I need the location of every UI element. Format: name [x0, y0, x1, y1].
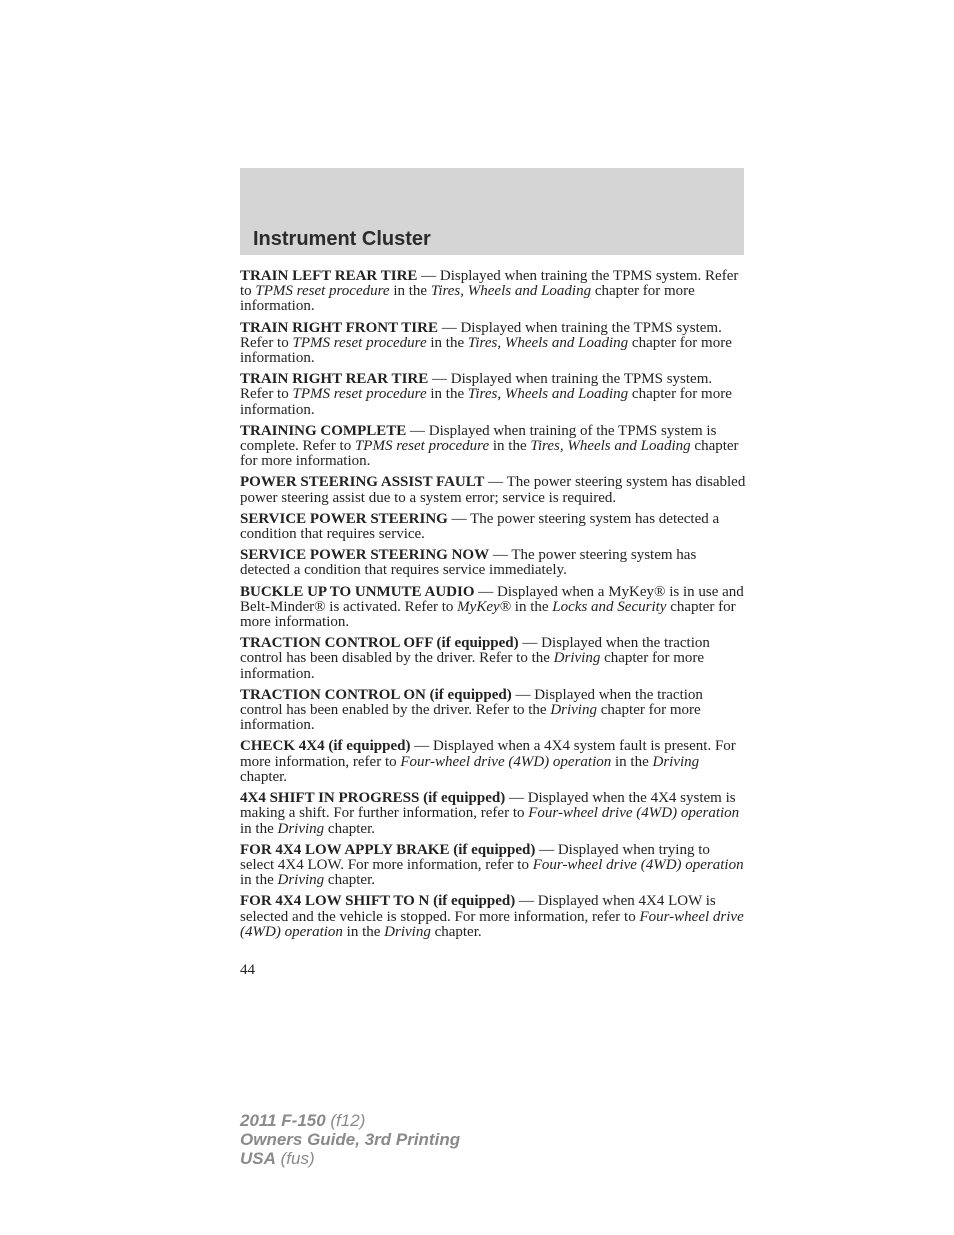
footer-model-code: (f12): [325, 1111, 366, 1130]
description-text: — Displayed when the traction control has been disabled by the driver. Refer to the: [240, 635, 710, 667]
message-entry: [240, 475, 746, 505]
message-entry: [240, 512, 746, 542]
message-term: SERVICE POWER STEERING: [240, 510, 448, 527]
reference-text: Driving: [384, 923, 431, 940]
message-term: 4X4 SHIFT IN PROGRESS (if equipped): [240, 790, 506, 807]
reference-text: Driving: [277, 872, 325, 889]
description-text: — Displayed when the traction control has been enabled by the driver. Refer to the: [240, 686, 703, 719]
description-text: — Displayed when training of the TPMS system is complete. Refer to: [240, 422, 717, 455]
footer-line-model: [240, 1111, 460, 1130]
reference-text: TPMS reset procedure: [292, 386, 427, 403]
description-text: chapter for more information.: [240, 438, 739, 470]
reference-text: Driving: [652, 753, 700, 770]
message-entry: [240, 424, 746, 470]
message-term: TRAIN RIGHT FRONT TIRE: [240, 319, 438, 336]
description-text: — The power steering system has detected a condition that requires service.: [240, 510, 720, 543]
message-entry: [240, 791, 746, 837]
message-term: BUCKLE UP TO UNMUTE AUDIO: [240, 583, 475, 600]
section-title: Instrument Cluster: [253, 228, 431, 250]
description-text: in the: [240, 820, 278, 837]
message-entry: [240, 321, 746, 367]
reference-text: Four-wheel drive (4WD) operation: [532, 856, 744, 873]
message-entry: [240, 585, 746, 631]
description-text: — Displayed when training the TPMS system. Refer to: [240, 371, 713, 403]
message-term: TRAIN LEFT REAR TIRE: [240, 268, 418, 284]
reference-text: Tires, Wheels and Loading: [467, 386, 629, 403]
description-text: — Displayed when training the TPMS system. Refer to: [240, 319, 722, 351]
reference-text: Locks and Security: [552, 598, 667, 615]
message-term: POWER STEERING ASSIST FAULT: [240, 474, 485, 491]
description-text: — Displayed when a MyKey® is in use and Belt-Minder® is activated. Refer to: [240, 583, 744, 615]
reference-text: Driving: [277, 820, 325, 837]
reference-text: Four-wheel drive (4WD) operation: [528, 805, 740, 822]
message-term: FOR 4X4 LOW APPLY BRAKE (if equipped): [240, 841, 536, 858]
reference-text: Tires, Wheels and Loading: [467, 334, 629, 351]
description-text: in the: [389, 283, 431, 300]
footer-line-market: [240, 1149, 460, 1168]
message-entry: [240, 894, 746, 940]
message-term: SERVICE POWER STEERING NOW: [240, 547, 490, 564]
description-text: in the: [240, 872, 278, 889]
footer-model: 2011 F-150: [240, 1111, 326, 1130]
page-number: 44: [240, 962, 255, 978]
message-entry: [240, 548, 746, 578]
footer-line-guide: [240, 1130, 460, 1149]
footer-market: USA: [240, 1149, 276, 1168]
reference-text: Four-wheel drive (4WD) operation: [240, 908, 744, 940]
reference-text: Driving: [550, 702, 597, 719]
message-entry: [240, 636, 746, 682]
description-text: chapter for more information.: [240, 283, 695, 315]
description-text: chapter for more information.: [240, 702, 701, 734]
message-entry: [240, 269, 746, 315]
description-text: — The power steering system has detected a condition that requires service immediately.: [240, 547, 697, 579]
reference-text: Tires, Wheels and Loading: [530, 438, 691, 455]
description-text: chapter for more information.: [240, 650, 705, 682]
description-text: — Displayed when the 4X4 system is making a shift. For further information, refer to: [240, 790, 736, 822]
description-text: in the: [489, 438, 531, 455]
reference-text: TPMS reset procedure: [292, 334, 427, 351]
message-entry: [240, 688, 746, 734]
description-text: — The power steering system has disabled power steering assist due to a system error; service is required.: [240, 474, 746, 506]
description-text: — Displayed when training the TPMS system. Refer to: [240, 268, 739, 300]
description-text: in the: [511, 598, 553, 615]
message-term: CHECK 4X4 (if equipped): [240, 738, 411, 755]
description-text: in the: [342, 923, 385, 940]
description-text: in the: [426, 386, 468, 403]
description-text: chapter for more information.: [240, 386, 732, 418]
reference-text: TPMS reset procedure: [255, 283, 390, 300]
description-text: — Displayed when a 4X4 system fault is present. For more information, refer to: [240, 738, 736, 770]
description-text: chapter.: [240, 768, 288, 785]
reference-text: Driving: [553, 650, 601, 667]
document-footer: [240, 1111, 460, 1168]
description-text: — Displayed when 4X4 LOW is selected and the vehicle is stopped. For more information, refer to: [240, 893, 716, 925]
message-term: TRAIN RIGHT REAR TIRE: [240, 371, 429, 388]
message-term: TRACTION CONTROL ON (if equipped): [240, 686, 512, 703]
message-list: [240, 269, 746, 946]
message-entry: [240, 843, 746, 889]
description-text: — Displayed when trying to select 4X4 LOW. For more information, refer to: [240, 841, 710, 873]
description-text: in the: [426, 334, 468, 351]
section-header-band: [240, 168, 744, 255]
description-text: chapter for more information.: [240, 598, 736, 631]
reference-text: TPMS reset procedure: [354, 438, 490, 455]
message-entry: [240, 739, 746, 785]
description-text: chapter for more information.: [240, 334, 732, 367]
description-text: chapter.: [430, 923, 482, 940]
reference-text: Four-wheel drive (4WD) operation: [400, 753, 612, 770]
reference-text: MyKey®: [457, 598, 512, 615]
footer-market-code: (fus): [275, 1149, 315, 1168]
message-term: FOR 4X4 LOW SHIFT TO N (if equipped): [240, 893, 516, 910]
description-text: in the: [611, 753, 653, 770]
reference-text: Tires, Wheels and Loading: [430, 283, 592, 300]
message-term: TRACTION CONTROL OFF (if equipped): [240, 635, 519, 652]
message-entry: [240, 372, 746, 418]
description-text: chapter.: [324, 872, 375, 889]
message-term: TRAINING COMPLETE: [240, 422, 407, 439]
footer-guide: Owners Guide, 3rd Printing: [240, 1130, 461, 1149]
description-text: chapter.: [324, 820, 375, 837]
